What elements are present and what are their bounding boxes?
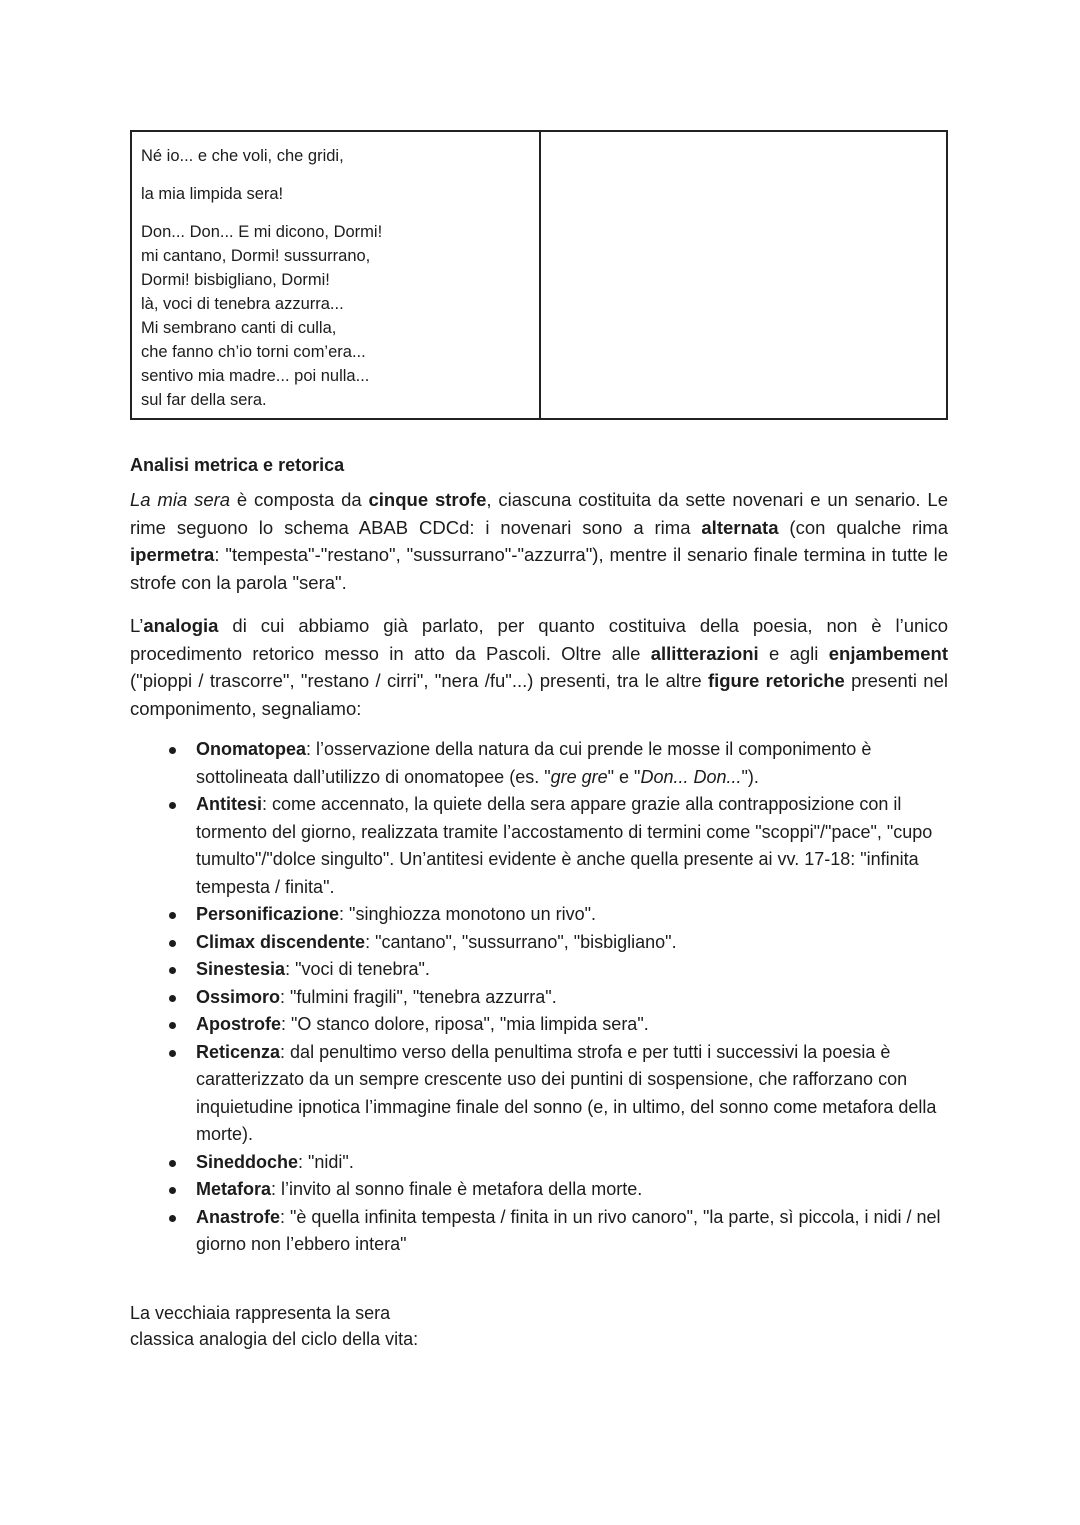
figure-term: Ossimoro [196, 986, 281, 1007]
bold-term: alternata [701, 516, 779, 538]
figure-description: : dal penultimo verso della penultima strofa e per tutti i successivi la poesia è caratterizzato da un sempre crescente uso dei puntini di sospensione, che rafforzano con inquietudine ipnotica l’immagine finale del sonno (e, in ultimo, del sonno come metafora della morte). [196, 1041, 937, 1144]
figure-description: : "singhiozza monotono un rivo". [339, 904, 596, 924]
figure-term: Reticenza [196, 1041, 281, 1062]
poem-line: sul far della sera. [141, 391, 267, 409]
example-italic: gre gre [550, 766, 608, 787]
poem-line: Dormi! bisbigliano, Dormi! [141, 271, 330, 289]
list-item [130, 956, 950, 984]
list-item [130, 1204, 950, 1259]
rhetorical-figures-list [130, 736, 950, 1259]
figure-term: Antitesi [196, 794, 263, 814]
poem-line: Don... Don... E mi dicono, Dormi! [141, 223, 383, 241]
figure-description: : l’invito al sonno finale è metafora della morte. [271, 1179, 643, 1199]
figure-term: Anastrofe [196, 1206, 281, 1227]
closing-line: classica analogia del ciclo della vita: [130, 1329, 419, 1349]
figure-term: Climax discendente [196, 931, 366, 952]
poem-line: là, voci di tenebra azzurra... [141, 295, 344, 313]
figure-description: : "è quella infinita tempesta / finita in un rivo canoro", "la parte, sì piccola, i nidi / nel giorno non l’ebbero intera" [196, 1206, 941, 1254]
list-item [130, 736, 950, 791]
poem-line: Né io... e che voli, che gridi, [141, 147, 344, 165]
bold-term: enjambement [828, 642, 948, 664]
figure-term: Metafora [196, 1179, 272, 1199]
stanza-gap [141, 168, 539, 182]
text-run: : "tempesta"-"restano", "sussurrano"-"azzurra"), mentre il senario finale termina in tutte le strofe con la parola "sera". [130, 544, 948, 593]
text-run: presenti nel componimento, segnaliamo: [130, 670, 948, 719]
figure-description: : "nidi". [298, 1151, 354, 1172]
closing-line: La vecchiaia rappresenta la sera [130, 1303, 391, 1323]
closing-note [130, 1300, 418, 1352]
text-run: , ciascuna costituita da sette novenari e un senario. Le rime seguono lo schema ABAB CDCd: i novenari sono a rima [130, 489, 948, 538]
bold-term: figure retoriche [707, 670, 845, 691]
list-item [130, 1039, 950, 1149]
list-item [130, 901, 950, 929]
bold-term: allitterazioni [650, 642, 759, 664]
figure-term: Sinestesia [196, 959, 286, 979]
list-item [130, 1176, 950, 1204]
example-italic: Don... Don... [640, 766, 742, 787]
figure-term: Sineddoche [196, 1151, 299, 1172]
poem-line: sentivo mia madre... poi nulla... [141, 367, 370, 385]
figure-description: : l’osservazione della natura da cui prende le mosse il componimento è sottolineata dall’utilizzo di onomatopee (es. " [196, 739, 872, 787]
text-run: di cui abbiamo già parlato, per quanto costituiva della poesia, non è l’unico procedimento retorico messo in atto da Pascoli. Oltre alle [130, 615, 948, 664]
bold-term: cinque strofe [368, 489, 487, 510]
bold-term: ipermetra [130, 544, 215, 565]
poem-line: Mi sembrano canti di culla, [141, 319, 337, 337]
list-item [130, 1149, 950, 1177]
text-run: è composta da [230, 489, 369, 510]
section-title: Analisi metrica e retorica [130, 455, 345, 475]
poem-table [130, 130, 948, 420]
text-run: ("pioppi / trascorre", "restano / cirri", "nera /fu"...) presenti, tra le altre [130, 670, 708, 691]
figure-term: Personificazione [196, 904, 340, 924]
figure-description: : come accennato, la quiete della sera appare grazie alla contrapposizione con il tormento del giorno, realizzata tramite l’accostamento di termini come "scoppi"/"pace", "cupo tumulto"/"dolce singulto". Un’antitesi evidente è anche quella presente ai vv. 17-18: "infinita tempesta / finita". [196, 794, 933, 897]
poem-line: che fanno ch’io torni com’era... [141, 343, 366, 361]
figure-term: Apostrofe [196, 1014, 281, 1034]
poem-line: mi cantano, Dormi! sussurrano, [141, 247, 371, 265]
poem-line: la mia limpida sera! [141, 185, 284, 203]
text-run: e agli [758, 642, 829, 664]
list-item [130, 1011, 950, 1039]
poem-title-italic: La mia sera [130, 489, 231, 510]
figure-description: : "O stanco dolore, riposa", "mia limpida sera". [281, 1014, 649, 1034]
text-run: L’ [130, 615, 144, 636]
bold-term: analogia [143, 615, 219, 636]
empty-notes-cell [541, 132, 946, 418]
list-item [130, 984, 950, 1012]
rhetoric-paragraph [130, 612, 948, 722]
figure-description: : "voci di tenebra". [285, 959, 430, 979]
list-item [130, 929, 950, 957]
metrics-paragraph [130, 486, 948, 596]
figure-description: : "fulmini fragili", "tenebra azzurra". [280, 986, 557, 1007]
figure-description: : "cantano", "sussurrano", "bisbigliano". [365, 931, 677, 952]
text-run: (con qualche rima [778, 516, 948, 538]
stanza-gap [141, 206, 539, 220]
text-run: " e " [607, 766, 641, 787]
figure-term: Onomatopea [196, 739, 307, 759]
list-item [130, 791, 950, 901]
text-run: "). [741, 766, 759, 787]
poem-text-cell [132, 132, 541, 418]
